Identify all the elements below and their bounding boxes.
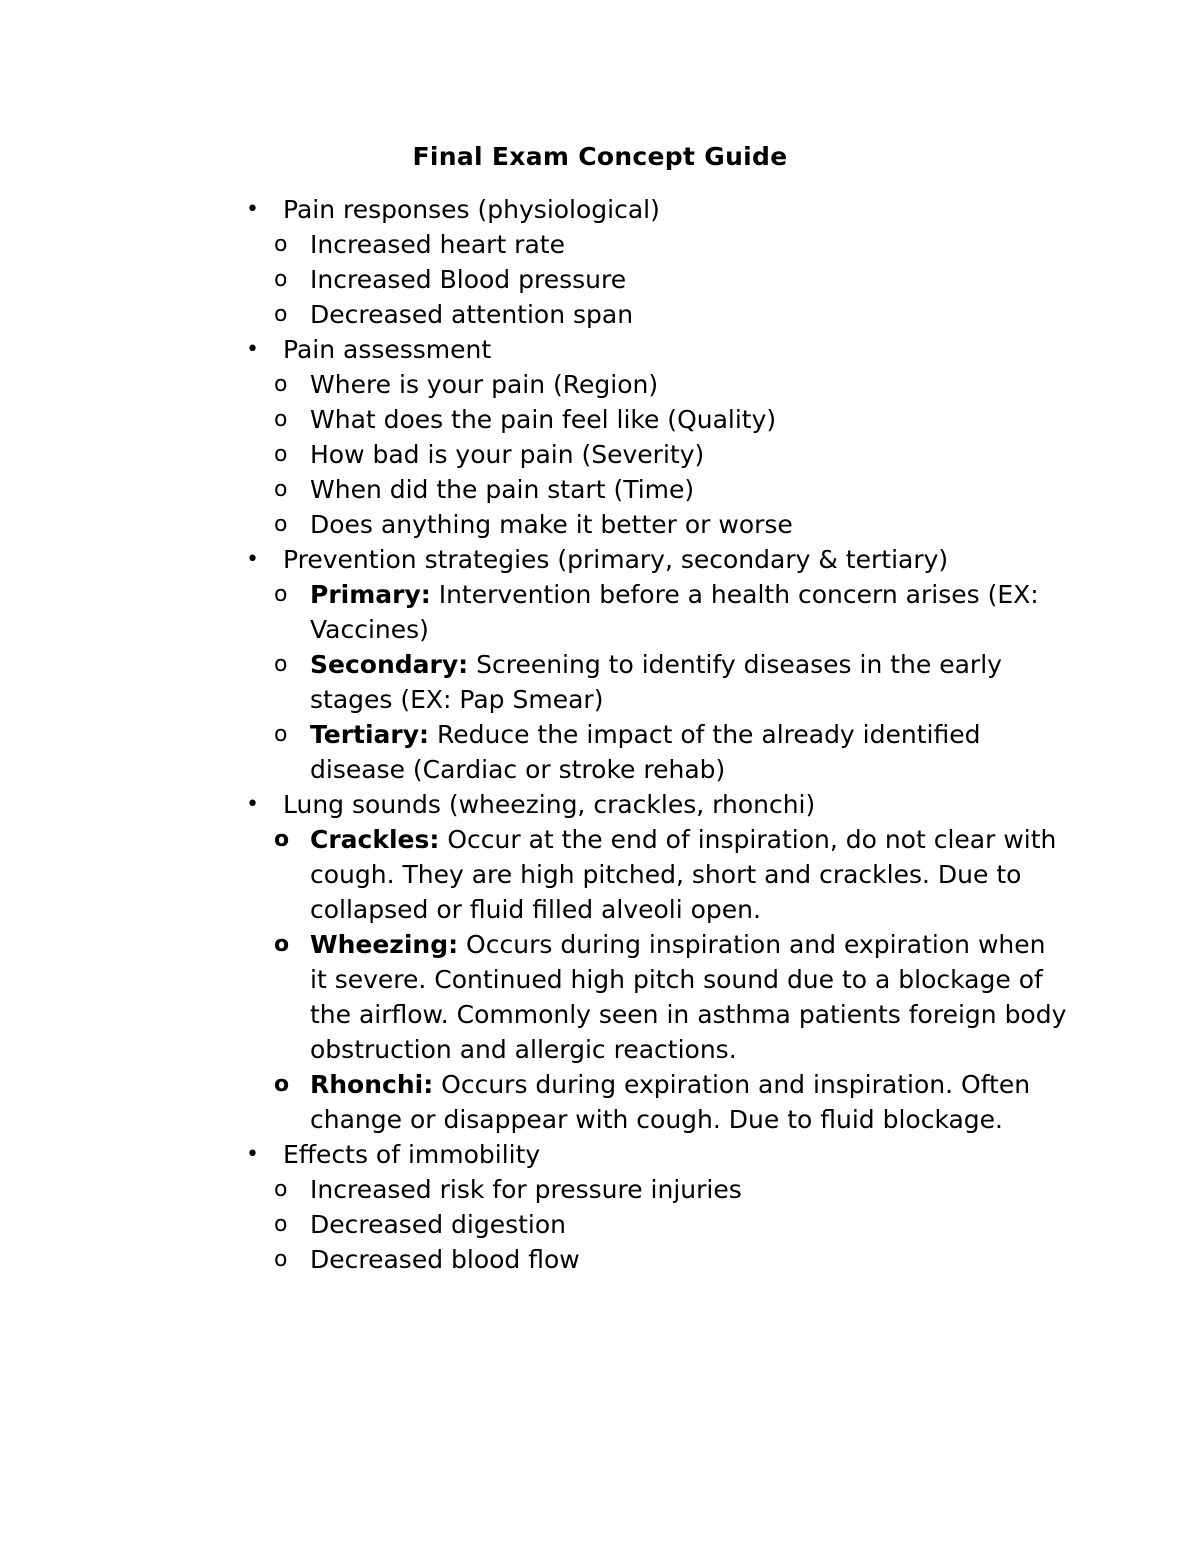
sub-bullet-icon: o (274, 1212, 288, 1237)
sub-bullet-icon: o (274, 372, 288, 397)
bullet-icon: • (246, 1142, 259, 1167)
item-term: Crackles: (310, 825, 440, 854)
item-text: Where is your pain (Region) (310, 370, 659, 399)
outline-section (240, 332, 1070, 367)
sub-bullet-icon: o (274, 232, 288, 257)
list-item (240, 367, 1070, 402)
sub-bullet-icon: o (274, 442, 288, 467)
sub-list (240, 822, 1070, 1137)
list-item (240, 262, 1070, 297)
sub-bullet-icon: o (274, 582, 288, 607)
item-text: Increased risk for pressure injuries (310, 1175, 742, 1204)
item-text: Occurs during inspiration and expiration when it severe. Continued high pitch sound due to a blockage of the airflow. Commonly seen in asthma patients foreign body obstruction and allergic reactions. (310, 930, 1067, 1064)
item-text: Occurs during expiration and inspiration. Often change or disappear with cough. Due to fluid blockage. (310, 1070, 1031, 1134)
section-heading: Pain responses (physiological) (283, 195, 660, 224)
sub-list (240, 1172, 1070, 1277)
sub-bullet-icon: o (274, 722, 288, 747)
item-text: When did the pain start (Time) (310, 475, 695, 504)
sub-bullet-icon: o (274, 652, 288, 677)
list-item (240, 437, 1070, 472)
outline-section (240, 787, 1070, 822)
list-item (240, 1172, 1070, 1207)
item-text: Increased Blood pressure (310, 265, 627, 294)
sub-bullet-icon: o (274, 302, 288, 327)
section-heading: Effects of immobility (283, 1140, 541, 1169)
sub-bullet-icon: o (274, 1072, 290, 1097)
bullet-icon: • (246, 197, 259, 222)
list-item (240, 507, 1070, 542)
sub-bullet-icon: o (274, 267, 288, 292)
outline-section (240, 542, 1070, 577)
sub-bullet-icon: o (274, 827, 290, 852)
item-text: Reduce the impact of the already identified disease (Cardiac or stroke rehab) (310, 720, 981, 784)
list-item (240, 577, 1070, 647)
sub-bullet-icon: o (274, 512, 288, 537)
item-text: Screening to identify diseases in the early stages (EX: Pap Smear) (310, 650, 1002, 714)
section-heading: Lung sounds (wheezing, crackles, rhonchi) (283, 790, 816, 819)
item-term: Primary: (310, 580, 431, 609)
outline-list (240, 192, 1070, 1277)
item-term: Rhonchi: (310, 1070, 434, 1099)
item-text: Decreased blood flow (310, 1245, 580, 1274)
sub-list (240, 227, 1070, 332)
sub-bullet-icon: o (274, 407, 288, 432)
page-title: Final Exam Concept Guide (412, 142, 788, 171)
section-heading: Prevention strategies (primary, secondary & tertiary) (283, 545, 949, 574)
sub-list (240, 577, 1070, 787)
list-item (240, 472, 1070, 507)
item-text: Does anything make it better or worse (310, 510, 793, 539)
sub-bullet-icon: o (274, 1247, 288, 1272)
sub-bullet-icon: o (274, 1177, 288, 1202)
list-item (240, 1242, 1070, 1277)
list-item (240, 1207, 1070, 1242)
item-text: What does the pain feel like (Quality) (310, 405, 777, 434)
bullet-icon: • (246, 337, 259, 362)
outline-section (240, 1137, 1070, 1172)
item-text: Decreased digestion (310, 1210, 567, 1239)
item-term: Wheezing: (310, 930, 459, 959)
sub-bullet-icon: o (274, 477, 288, 502)
outline-section (240, 192, 1070, 227)
list-item (240, 647, 1070, 717)
item-term: Tertiary: (310, 720, 430, 749)
list-item (240, 227, 1070, 262)
item-term: Secondary: (310, 650, 469, 679)
list-item (240, 297, 1070, 332)
item-text: Intervention before a health concern arises (EX: Vaccines) (310, 580, 1039, 644)
list-item (240, 1067, 1070, 1137)
list-item (240, 717, 1070, 787)
bullet-icon: • (246, 547, 259, 572)
item-text: Occur at the end of inspiration, do not clear with cough. They are high pitched, short and crackles. Due to collapsed or fluid filled alveoli open. (310, 825, 1057, 924)
list-item (240, 822, 1070, 927)
section-heading: Pain assessment (283, 335, 492, 364)
list-item (240, 402, 1070, 437)
bullet-icon: • (246, 792, 259, 817)
item-text: Decreased attention span (310, 300, 634, 329)
sub-bullet-icon: o (274, 932, 290, 957)
item-text: How bad is your pain (Severity) (310, 440, 705, 469)
item-text: Increased heart rate (310, 230, 565, 259)
sub-list (240, 367, 1070, 542)
list-item (240, 927, 1070, 1067)
